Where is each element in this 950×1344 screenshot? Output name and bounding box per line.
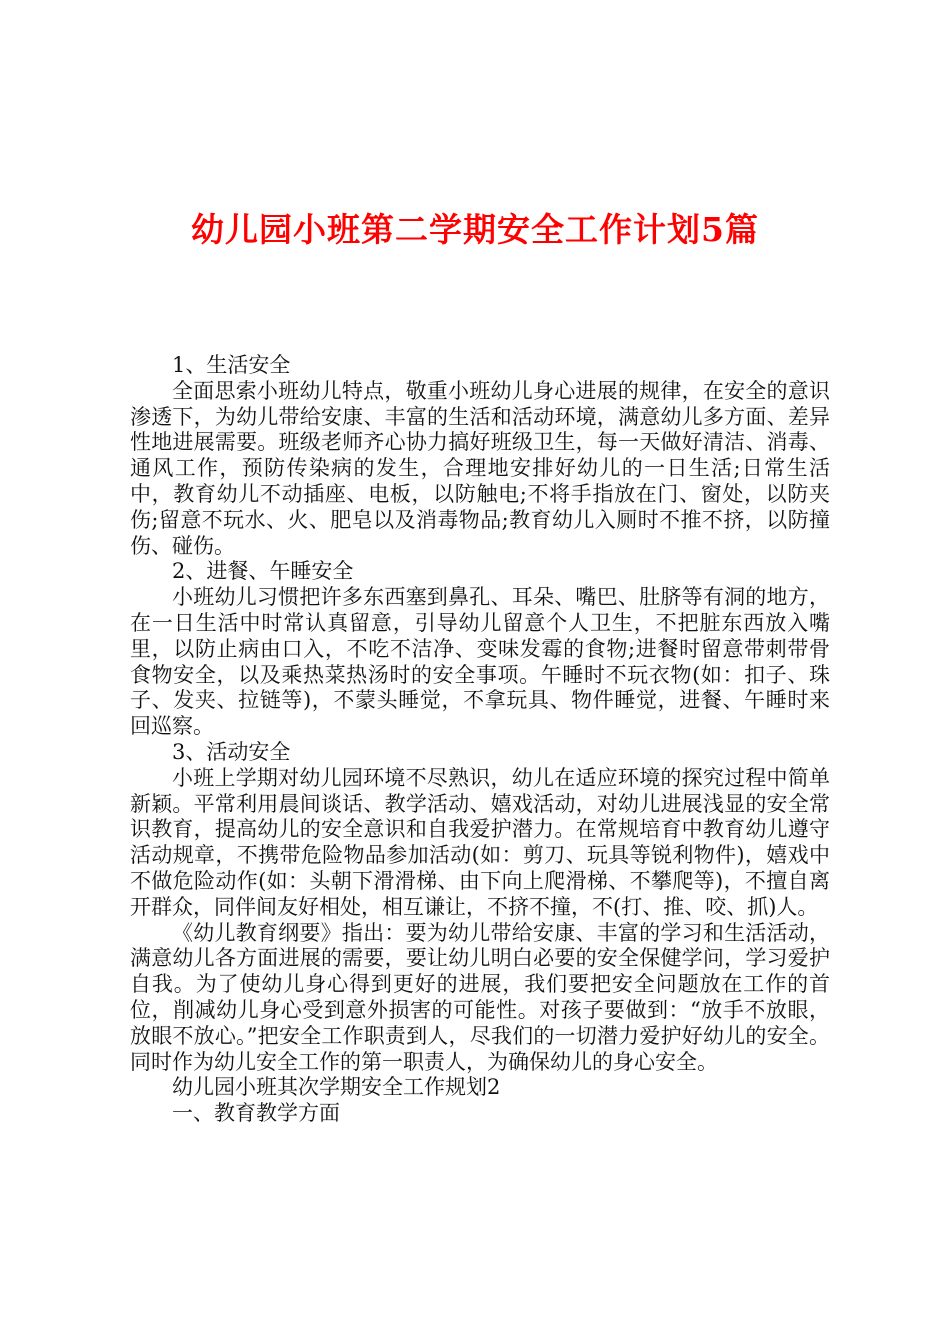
paragraph-meal-nap-safety: 小班幼儿习惯把许多东西塞到鼻孔、耳朵、嘴巴、肚脐等有洞的地方，在一日生活中时常认真留意，引导幼儿留意个人卫生，不把脏东西放入嘴里，以防止病由口入，不吃不洁净、变味发霉的食物;进餐时留意带刺带骨食物安全，以及乘热菜热汤时的安全事项。午睡时不玩衣物(如：扣子、珠子、发夹、拉链等)，不蒙头睡觉，不拿玩具、物件睡觉，进餐、午睡时来回巡察。 <box>130 585 830 739</box>
subtitle-plan-2: 幼儿园小班其次学期安全工作规划2 <box>172 1075 501 1100</box>
document-title: 幼儿园小班第二学期安全工作计划5篇 <box>191 210 759 249</box>
paragraph-activity-safety: 小班上学期对幼儿园环境不尽熟识，幼儿在适应环境的探究过程中简单新颖。平常利用晨间谈话、教学活动、嬉戏活动，对幼儿进展浅显的安全常识教育，提高幼儿的安全意识和自我爱护潜力。在常规培育中教育幼儿遵守活动规章，不携带危险物品参加活动(如：剪刀、玩具等锐利物件)，嬉戏中不做危险动作(如：头朝下滑滑梯、由下向上爬滑梯、不攀爬等)，不擅自离开群众，同伴间友好相处，相互谦让，不挤不撞，不(打、推、咬、抓)人。 <box>130 765 830 919</box>
document-body <box>130 353 830 1127</box>
section-heading-life-safety: 1、生活安全 <box>172 353 291 377</box>
paragraph-guidelines: 《幼儿教育纲要》指出：要为幼儿带给安康、丰富的学习和生活活动，满意幼儿各方面进展的需要，要让幼儿明白必要的安全保健学问，学习爱护自我。为了使幼儿身心得到更好的进展，我们要把安全问题放在工作的首位，削减幼儿身心受到意外损害的可能性。对孩子要做到：“放手不放眼，放眼不放心。”把安全工作职责到人，尽我们的一切潜力爱护好幼儿的安全。同时作为幼儿安全工作的第一职责人，为确保幼儿的身心安全。 <box>130 920 830 1074</box>
section-heading-meal-nap-safety: 2、进餐、午睡安全 <box>172 559 354 584</box>
section-heading-teaching: 一、教育教学方面 <box>172 1101 340 1126</box>
section-heading-activity-safety: 3、活动安全 <box>172 739 291 764</box>
paragraph-life-safety: 全面思索小班幼儿特点，敬重小班幼儿身心进展的规律，在安全的意识渗透下，为幼儿带给安康、丰富的生活和活动环境，满意幼儿多方面、差异性地进展需要。班级老师齐心协力搞好班级卫生，每一天做好清洁、消毒、通风工作，预防传染病的发生，合理地安排好幼儿的一日生活;日常生活中，教育幼儿不动插座、电板，以防触电;不将手指放在门、窗处，以防夹伤;留意不玩水、火、肥皂以及消毒物品;教育幼儿入厕时不推不挤，以防撞伤、碰伤。 <box>130 378 830 558</box>
